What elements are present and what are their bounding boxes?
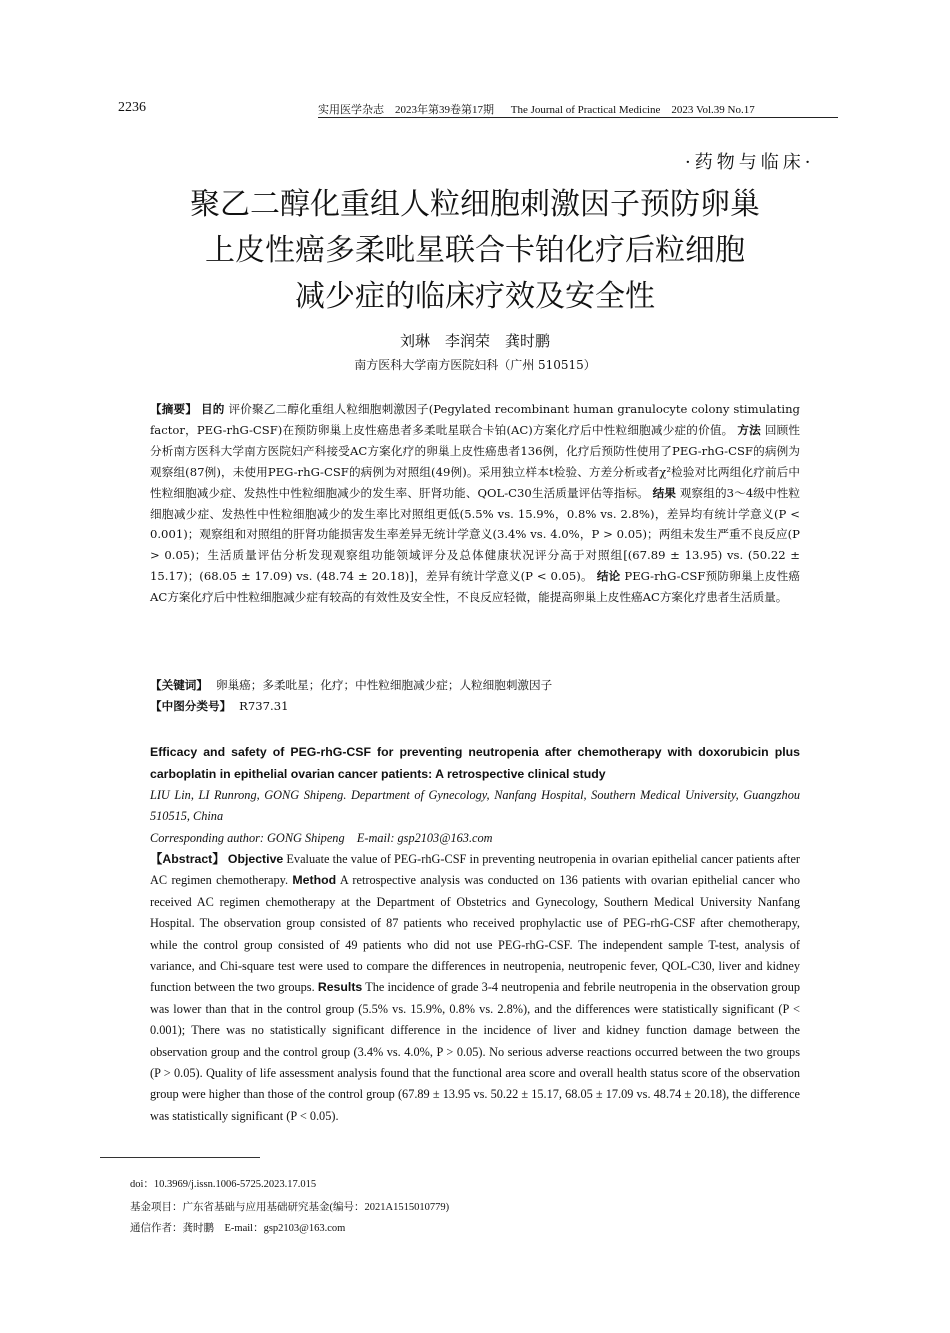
english-title: Efficacy and safety of PEG-rhG-CSF for preventing neutropenia after chemotherapy with doxorubicin plus carboplatin in epithelial ovarian cancer patients: A retrospective clinical study: [150, 745, 800, 781]
method-label: Method: [292, 873, 337, 888]
results-label: Results: [317, 980, 363, 995]
section-label: ·药物与临床·: [685, 152, 815, 173]
title-line: 聚乙二醇化重组人粒细胞刺激因子预防卵巢: [190, 187, 760, 222]
objective-label: 目的: [201, 402, 225, 416]
running-header: [318, 101, 769, 117]
english-authors-affiliation: LIU Lin, LI Runrong, GONG Shipeng. Department of Gynecology, Nanfang Hospital, Southern Medical University, Guangzhou 510515, China: [150, 788, 800, 824]
fund-footnote: 基金项目：广东省基础与应用基础研究基金(编号：2021A1515010779): [130, 1202, 450, 1213]
page-number: 2236: [118, 100, 146, 115]
keywords-label: 【关键词】: [150, 678, 208, 692]
method-text: A retrospective analysis was conducted on 136 patients with ovarian epithelial cancer who received AC regimen chemotherapy at the Department of Obstetrics and Gynecology, Southern Medical University Nanfang Hospital. The observation group consisted of 87 patients who received prophylactic use of PEG-rhG-CSF after chemotherapy, while the control group consisted of 49 patients who did not use PEG-rhG-CSF. The independent sample T-test, analysis of variance, and Chi-square test were used to compare the differences in neutropenia, neutropenic fever, QOL-C30, liver and kidney function between the two groups.: [150, 873, 800, 995]
affiliation: 南方医科大学南方医院妇科（广州 510515）: [354, 358, 596, 372]
results-label: 结果: [652, 485, 677, 500]
journal-name-en: The Journal of Practical Medicine 2023 Vol.39 No.17: [510, 104, 755, 116]
classification-label: 【中图分类号】: [150, 699, 232, 713]
objective-label: Objective: [227, 852, 284, 866]
keywords-text: 卵巢癌；多柔吡星；化疗；中性粒细胞减少症；人粒细胞刺激因子: [215, 678, 553, 692]
journal-name-cn: 实用医学杂志 2023年第39卷第17期: [318, 104, 494, 116]
footnote-rule: [100, 1157, 260, 1158]
article-title: [100, 182, 850, 320]
classification-number: [150, 696, 800, 717]
classification-code: R737.31: [239, 699, 289, 713]
method-text: 回顾性分析南方医科大学南方医院妇产科接受AC方案化疗的卵巢上皮性癌患者136例，化疗后预防性使用了PEG-rhG-CSF的病例为观察组(87例)，未使用PEG-rhG-CSF的病例为对照组(49例)。采用独立样本t检验、方差分析或者χ²检验对比两组化疗前后中性粒细胞减少症、发热性中性粒细胞减少的发生率、肝肾功能、QOL-C30生活质量评估等指标。: [150, 422, 800, 500]
results-text: 观察组的3～4级中性粒细胞减少症、发热性中性粒细胞减少的发生率比对照组更低(5.5% vs. 15.9%，0.8% vs. 2.8%)，差异均有统计学意义(P < 0.001)；观察组和对照组的肝肾功能损害发生率差异无统计学意义(3.4% vs. 4.0%，P > 0.05)；两组未发生严重不良反应(P > 0.05)；生活质量评估分析发现观察组功能领域评分及总体健康状况评分高于对照组[(67.89 ± 13.95) vs. (50.22 ± 15.17)；(68.05 ± 17.09) vs. (48.74 ± 20.18)]，差异有统计学意义(P < 0.05)。: [150, 485, 800, 584]
header-rule: [318, 117, 838, 118]
title-line: 减少症的临床疗效及安全性: [295, 279, 655, 314]
conclusion-text: PEG-rhG-CSF预防卵巢上皮性癌AC方案化疗后中性粒细胞减少症有较高的有效性及安全性，不良反应轻微，能提高卵巢上皮性癌AC方案化疗患者生活质量。: [150, 569, 801, 605]
doi-footnote: doi：10.3969/j.issn.1006-5725.2023.17.015: [130, 1179, 317, 1190]
corresponding-author: Corresponding author: GONG Shipeng E-mail: gsp2103@163.com: [150, 831, 493, 845]
results-text: The incidence of grade 3-4 neutropenia and febrile neutropenia in the observation group was lower than that in the control group (5.5% vs. 15.9%, 0.8% vs. 2.8%), and the differences were statistically significant (P < 0.001); There was no statistically significant difference in the incidence of liver and kidney function damage between the observation group and the control group (3.4% vs. 4.0%, P > 0.05). No serious adverse reactions occurred between the two groups (P > 0.05). Quality of life assessment analysis found that the functional area score and overall health status score of the observation group were higher than those of the control group (67.89 ± 13.95 vs. 50.22 ± 15.17, 68.05 ± 17.09 vs. 48.74 ± 20.18), the difference was statistically significant (P < 0.05).: [150, 980, 800, 1123]
title-line: 上皮性癌多柔吡星联合卡铂化疗后粒细胞: [205, 233, 745, 268]
conclusion-label: 结论: [596, 569, 621, 584]
correspondence-footnote: 通信作者：龚时鹏 E-mail：gsp2103@163.com: [130, 1223, 346, 1234]
objective-text: 评价聚乙二醇化重组人粒细胞刺激因子(Pegylated recombinant human granulocyte colony stimulating factor，PEG-rhG-CSF)在预防卵巢上皮性癌患者多柔吡星联合卡铂(AC)方案化疗后中性粒细胞减少症的价值。: [150, 402, 800, 437]
author-list: 刘琳 李润荣 龚时鹏: [399, 332, 550, 350]
keywords: [150, 675, 800, 696]
chinese-abstract: [150, 399, 800, 608]
method-label: 方法: [737, 422, 761, 437]
abstract-label: 【摘要】: [150, 402, 198, 416]
abstract-label: 【Abstract】: [150, 852, 225, 866]
english-abstract: [150, 849, 800, 1127]
objective-text: Evaluate the value of PEG-rhG-CSF in preventing neutropenia in ovarian epithelial cancer patients after AC regimen chemotherapy.: [150, 852, 801, 888]
